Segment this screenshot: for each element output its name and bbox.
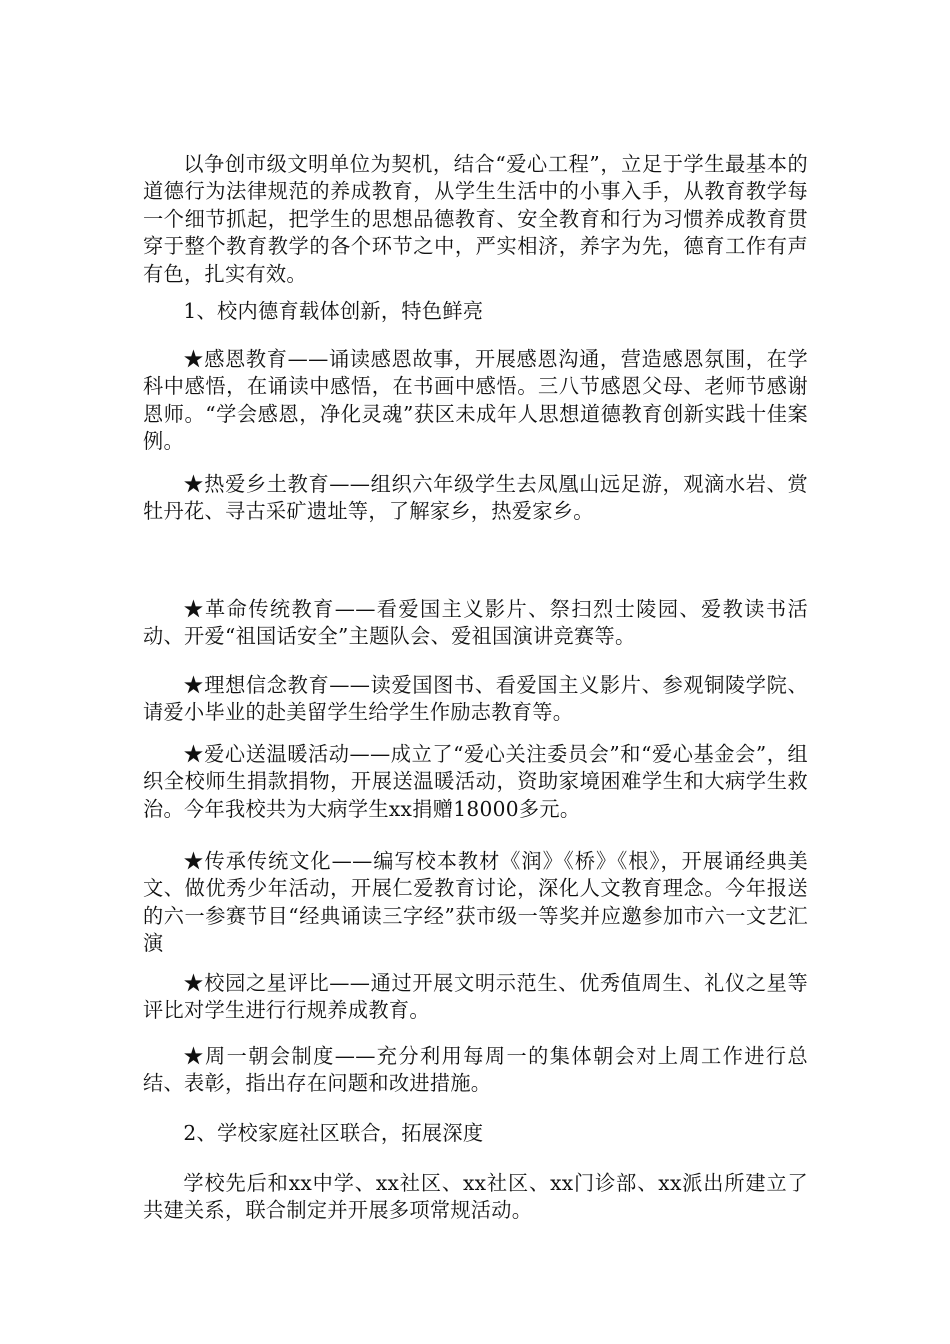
item-ideals-education: ★理想信念教育——读爱国图书、看爱国主义影片、参观铜陵学院、请爱小毕业的赴美留学生给学生作励志教育等。 — [143, 673, 808, 725]
item-gratitude-education: ★感恩教育——诵读感恩故事，开展感恩沟通，营造感恩氛围，在学科中感悟，在诵读中感悟，在书画中感悟。三八节感恩父母、老师节感谢恩师。“学会感恩，净化灵魂”获区未成年人思想道德教育创新实践十佳案例。 — [143, 347, 808, 454]
section-heading-1: 1、校内德育载体创新，特色鲜亮 — [183, 299, 484, 323]
item-hometown-education: ★热爱乡土教育——组织六年级学生去凤凰山远足游，观滴水岩、赏牡丹花、寻古采矿遗址等，了解家乡，热爱家乡。 — [143, 472, 808, 524]
item-monday-assembly: ★周一朝会制度——充分利用每周一的集体朝会对上周工作进行总结、表彰，指出存在问题和改进措施。 — [143, 1044, 808, 1096]
section-heading-2: 2、学校家庭社区联合，拓展深度 — [183, 1121, 484, 1145]
intro-paragraph: 以争创市级文明单位为契机，结合“爱心工程”，立足于学生最基本的道德行为法律规范的养成教育，从学生生活中的小事入手，从教育教学每一个细节抓起，把学生的思想品德教育、安全教育和行为习惯养成教育贯穿于整个教育教学的各个环节之中，严实相济，养字为先，德育工作有声有色，扎实有效。 — [143, 152, 808, 286]
item-revolution-education: ★革命传统教育——看爱国主义影片、祭扫烈士陵园、爱教读书活动、开爱“祖国话安全”主题队会、爱祖国演讲竞赛等。 — [143, 597, 808, 649]
community-paragraph: 学校先后和xx中学、xx社区、xx社区、xx门诊部、xx派出所建立了共建关系，联合制定并开展多项常规活动。 — [143, 1171, 808, 1223]
item-warmth-activity: ★爱心送温暖活动——成立了“爱心关注委员会”和“爱心基金会”，组织全校师生捐款捐物，开展送温暖活动，资助家境困难学生和大病学生救治。今年我校共为大病学生xx捐赠18000多元。 — [143, 742, 808, 821]
item-traditional-culture: ★传承传统文化——编写校本教材《润》《桥》《根》，开展诵经典美文、做优秀少年活动，开展仁爱教育讨论，深化人文教育理念。今年报送的六一参赛节目“经典诵读三字经”获市级一等奖并应邀参加市六一文艺汇演 — [143, 849, 808, 956]
item-campus-stars: ★校园之星评比——通过开展文明示范生、优秀值周生、礼仪之星等评比对学生进行行规养成教育。 — [143, 971, 808, 1023]
